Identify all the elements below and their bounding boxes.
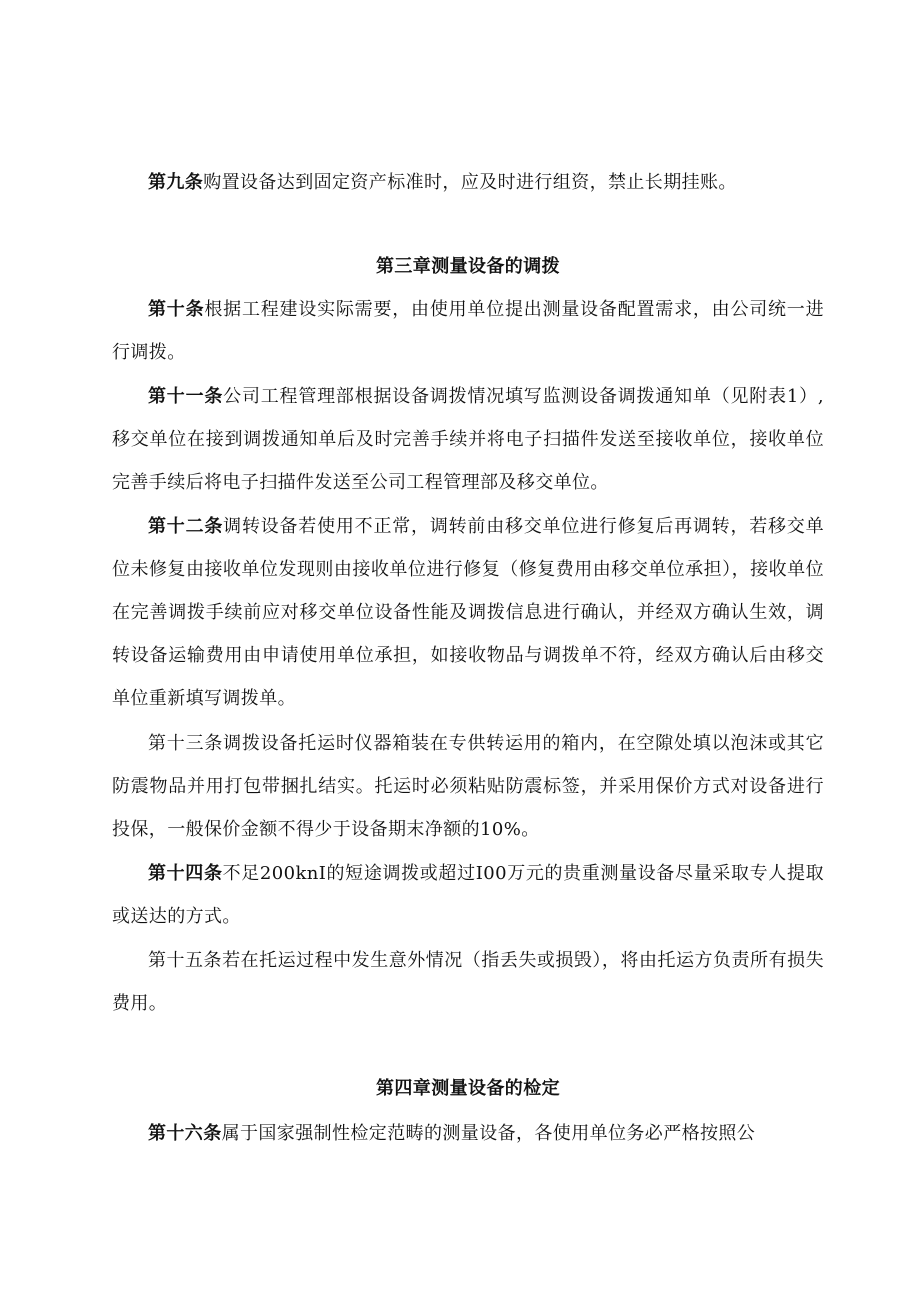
article-11	[112, 375, 824, 504]
article-9-number: 第九条	[148, 172, 204, 193]
article-12-text: 调转设备若使用不正常，调转前由移交单位进行修复后再调转，若移交单位未修复由接收单位发现则由接收单位进行修复（修复费用由移交单位承担），接收单位在完善调拨手续前应对移交单位设备性能及调拨信息进行确认，并经双方确认生效，调转设备运输费用由申请使用单位承担，如接收物品与调拨单不符，经双方确认后由移交单位重新填写调拨单。	[112, 516, 824, 709]
article-14-text: 不足200knI的短途调拨或超过I00万元的贵重测量设备尽量采取专人提取或送达的方式。	[112, 863, 824, 927]
article-16-text: 属于国家强制性检定范畴的测量设备，各使用单位务必严格按照公	[221, 1123, 756, 1144]
chapter-4-heading: 第四章测量设备的检定	[376, 1078, 560, 1099]
article-13-text: 第十三条调拨设备托运时仪器箱装在专供转运用的箱内，在空隙处填以泡沫或其它防震物品并用打包带捆扎结实。托运时必须粘贴防震标签，并采用保价方式对设备进行投保，一般保价金额不得少于设备期末净额的10%。	[112, 733, 824, 840]
article-10-number: 第十条	[148, 299, 205, 320]
article-10-text: 根据工程建设实际需要，由使用单位提出测量设备配置需求，由公司统一进行调拨。	[112, 299, 824, 363]
article-11-text: 公司工程管理部根据设备调拨情况填写监测设备调拨通知单（见附表1）,移交单位在接到调拨通知单后及时完善手续并将电子扫描件发送至接收单位，接收单位完善手续后将电子扫描件发送至公司工程管理部及移交单位。	[112, 386, 825, 493]
article-16	[112, 1112, 824, 1155]
article-15-text: 第十五条若在托运过程中发生意外情况（指丢失或损毁），将由托运方负责所有损失费用。	[112, 950, 824, 1014]
article-16-number: 第十六条	[148, 1123, 222, 1144]
article-13	[112, 722, 824, 851]
article-9-text: 购置设备达到固定资产标准时，应及时进行组资，禁止长期挂账。	[203, 172, 737, 193]
article-10	[112, 288, 824, 374]
article-12	[112, 505, 824, 720]
article-12-number: 第十二条	[148, 516, 224, 537]
chapter-3-heading: 第三章测量设备的调拨	[376, 256, 560, 277]
article-11-number: 第十一条	[148, 386, 224, 407]
article-14-number: 第十四条	[148, 863, 223, 884]
article-9	[112, 161, 824, 204]
article-14	[112, 852, 824, 938]
article-15	[112, 939, 824, 1025]
